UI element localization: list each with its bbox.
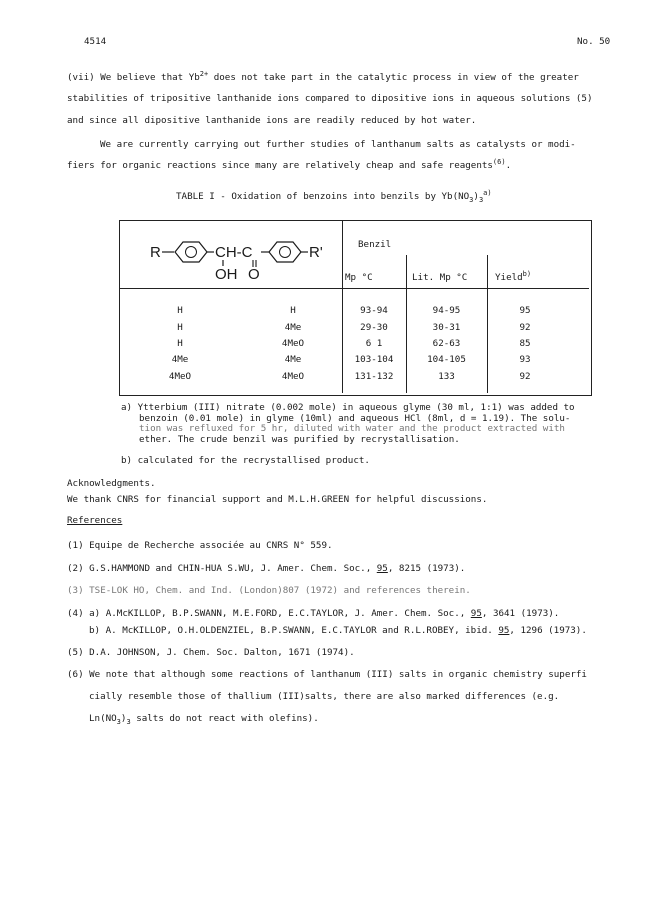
benzoin-structure [148, 233, 338, 285]
benzene-ring-left [175, 242, 207, 262]
structure-chain: CH-C [215, 244, 253, 261]
cell-mp: 29-30 [360, 322, 388, 333]
footnote-b: b) calculated for the recrystallised product. [121, 455, 370, 466]
cell-yield: 92 [519, 371, 531, 382]
cell-r: H [177, 305, 183, 316]
cell-r: H [177, 338, 183, 349]
footnote-a-line3: tion was refluxed for 5 hr, diluted with water and the product extracted with [139, 423, 565, 434]
reference-2: (2) G.S.HAMMOND and CHIN-HUA S.WU, J. Amer. Chem. Soc., 95, 8215 (1973). [67, 563, 466, 574]
table-caption: TABLE I - Oxidation of benzoins into benzils by $Yb(NO_3)_3^{a)}$ [176, 189, 492, 204]
cell-r2: 4Me [284, 322, 302, 333]
issue-number: No. 50 [577, 36, 611, 47]
lit-mp-header: Lit. Mp °C [412, 272, 468, 283]
reference-6-line2: cially resemble those of thallium (III)salts, there are also marked differences (e.g. [89, 691, 560, 702]
benzene-ring-right [269, 242, 301, 262]
structure-o: O [248, 266, 260, 283]
footnote-a-line1: a) Ytterbium (III) nitrate (0.002 mole) in aqueous glyme (30 ml, 1:1) was added to [121, 402, 575, 413]
structure-oh: OH [215, 266, 238, 283]
cell-mp: 6 1 [365, 338, 383, 349]
footnote-a-line2: benzoin (0.01 mole) in glyme (10ml) and aqueous HCl (8ml, d = 1.19). The solu- [139, 413, 571, 424]
benzil-header: Benzil [358, 239, 392, 250]
ack-text: We thank CNRS for financial support and M.L.H.GREEN for helpful discussions. [67, 494, 488, 505]
reference-6-line1: (6) We note that although some reactions of lanthanum (III) salts in organic chemistry superfi [67, 669, 587, 680]
cell-yield: 93 [519, 354, 531, 365]
reference-5: (5) D.A. JOHNSON, J. Chem. Soc. Dalton, 1671 (1974). [67, 647, 355, 658]
reference-6-line3: $Ln(NO_3)_3$ salts do not react with olefins). [89, 713, 319, 726]
cell-yield: 85 [519, 338, 531, 349]
cell-r2: 4MeO [281, 338, 305, 349]
reference-3: (3) TSE-LOK HO, Chem. and Ind. (London)807 (1972) and references therein. [67, 585, 471, 596]
structure-r-left: R [150, 244, 161, 261]
ack-title: Acknowledgments. [67, 478, 156, 489]
cell-lit: 133 [438, 371, 455, 382]
reference-4b: b) A. McKILLOP, O.H.OLDENZIEL, B.P.SWANN, E.C.TAYLOR and R.L.ROBEY, ibid. 95, 1296 (1973). [89, 625, 587, 636]
cell-lit: 94-95 [432, 305, 461, 316]
page-number: 4514 [84, 36, 107, 47]
cell-r: 4Me [171, 354, 189, 365]
cell-yield: 95 [519, 305, 531, 316]
footnote-a-line4: ether. The crude benzil was purified by recrystallisation. [139, 434, 460, 445]
para2-line2: fiers for organic reactions since many are relatively cheap and safe reagents$^{(6)}$. [67, 158, 512, 171]
mp-header: Mp °C [345, 272, 373, 283]
para1-line1: (vii) We believe that $Yb^{2+}$ does not take part in the catalytic process in view of the greater [67, 70, 579, 83]
yield-header: Yield$^{b)}$ [495, 270, 532, 283]
cell-yield: 92 [519, 322, 531, 333]
references-title: References [67, 515, 123, 526]
results-table [119, 220, 592, 396]
cell-lit: 30-31 [432, 322, 461, 333]
para1-line2: stabilities of tripositive lanthanide ions compared to dipositive ions in aqueous solutions (5) [67, 93, 593, 104]
para2-line1: We are currently carrying out further studies of lanthanum salts as catalysts or modi- [100, 139, 576, 150]
para1-line3: and since all dipositive lanthanide ions are readily reduced by hot water. [67, 115, 477, 126]
cell-mp: 131-132 [354, 371, 394, 382]
cell-lit: 62-63 [432, 338, 461, 349]
cell-r2: H [290, 305, 296, 316]
reference-1: (1) Equipe de Recherche associée au CNRS N° 559. [67, 540, 333, 551]
cell-r: H [177, 322, 183, 333]
cell-r2: 4MeO [281, 371, 305, 382]
cell-mp: 103-104 [354, 354, 394, 365]
cell-mp: 93-94 [360, 305, 388, 316]
structure-r-right: R' [309, 244, 323, 261]
reference-4a: (4) a) A.McKILLOP, B.P.SWANN, M.E.FORD, E.C.TAYLOR, J. Amer. Chem. Soc., 95, 3641 (1973). [67, 608, 560, 619]
cell-r2: 4Me [284, 354, 302, 365]
cell-lit: 104-105 [427, 354, 466, 365]
cell-r: 4MeO [168, 371, 192, 382]
